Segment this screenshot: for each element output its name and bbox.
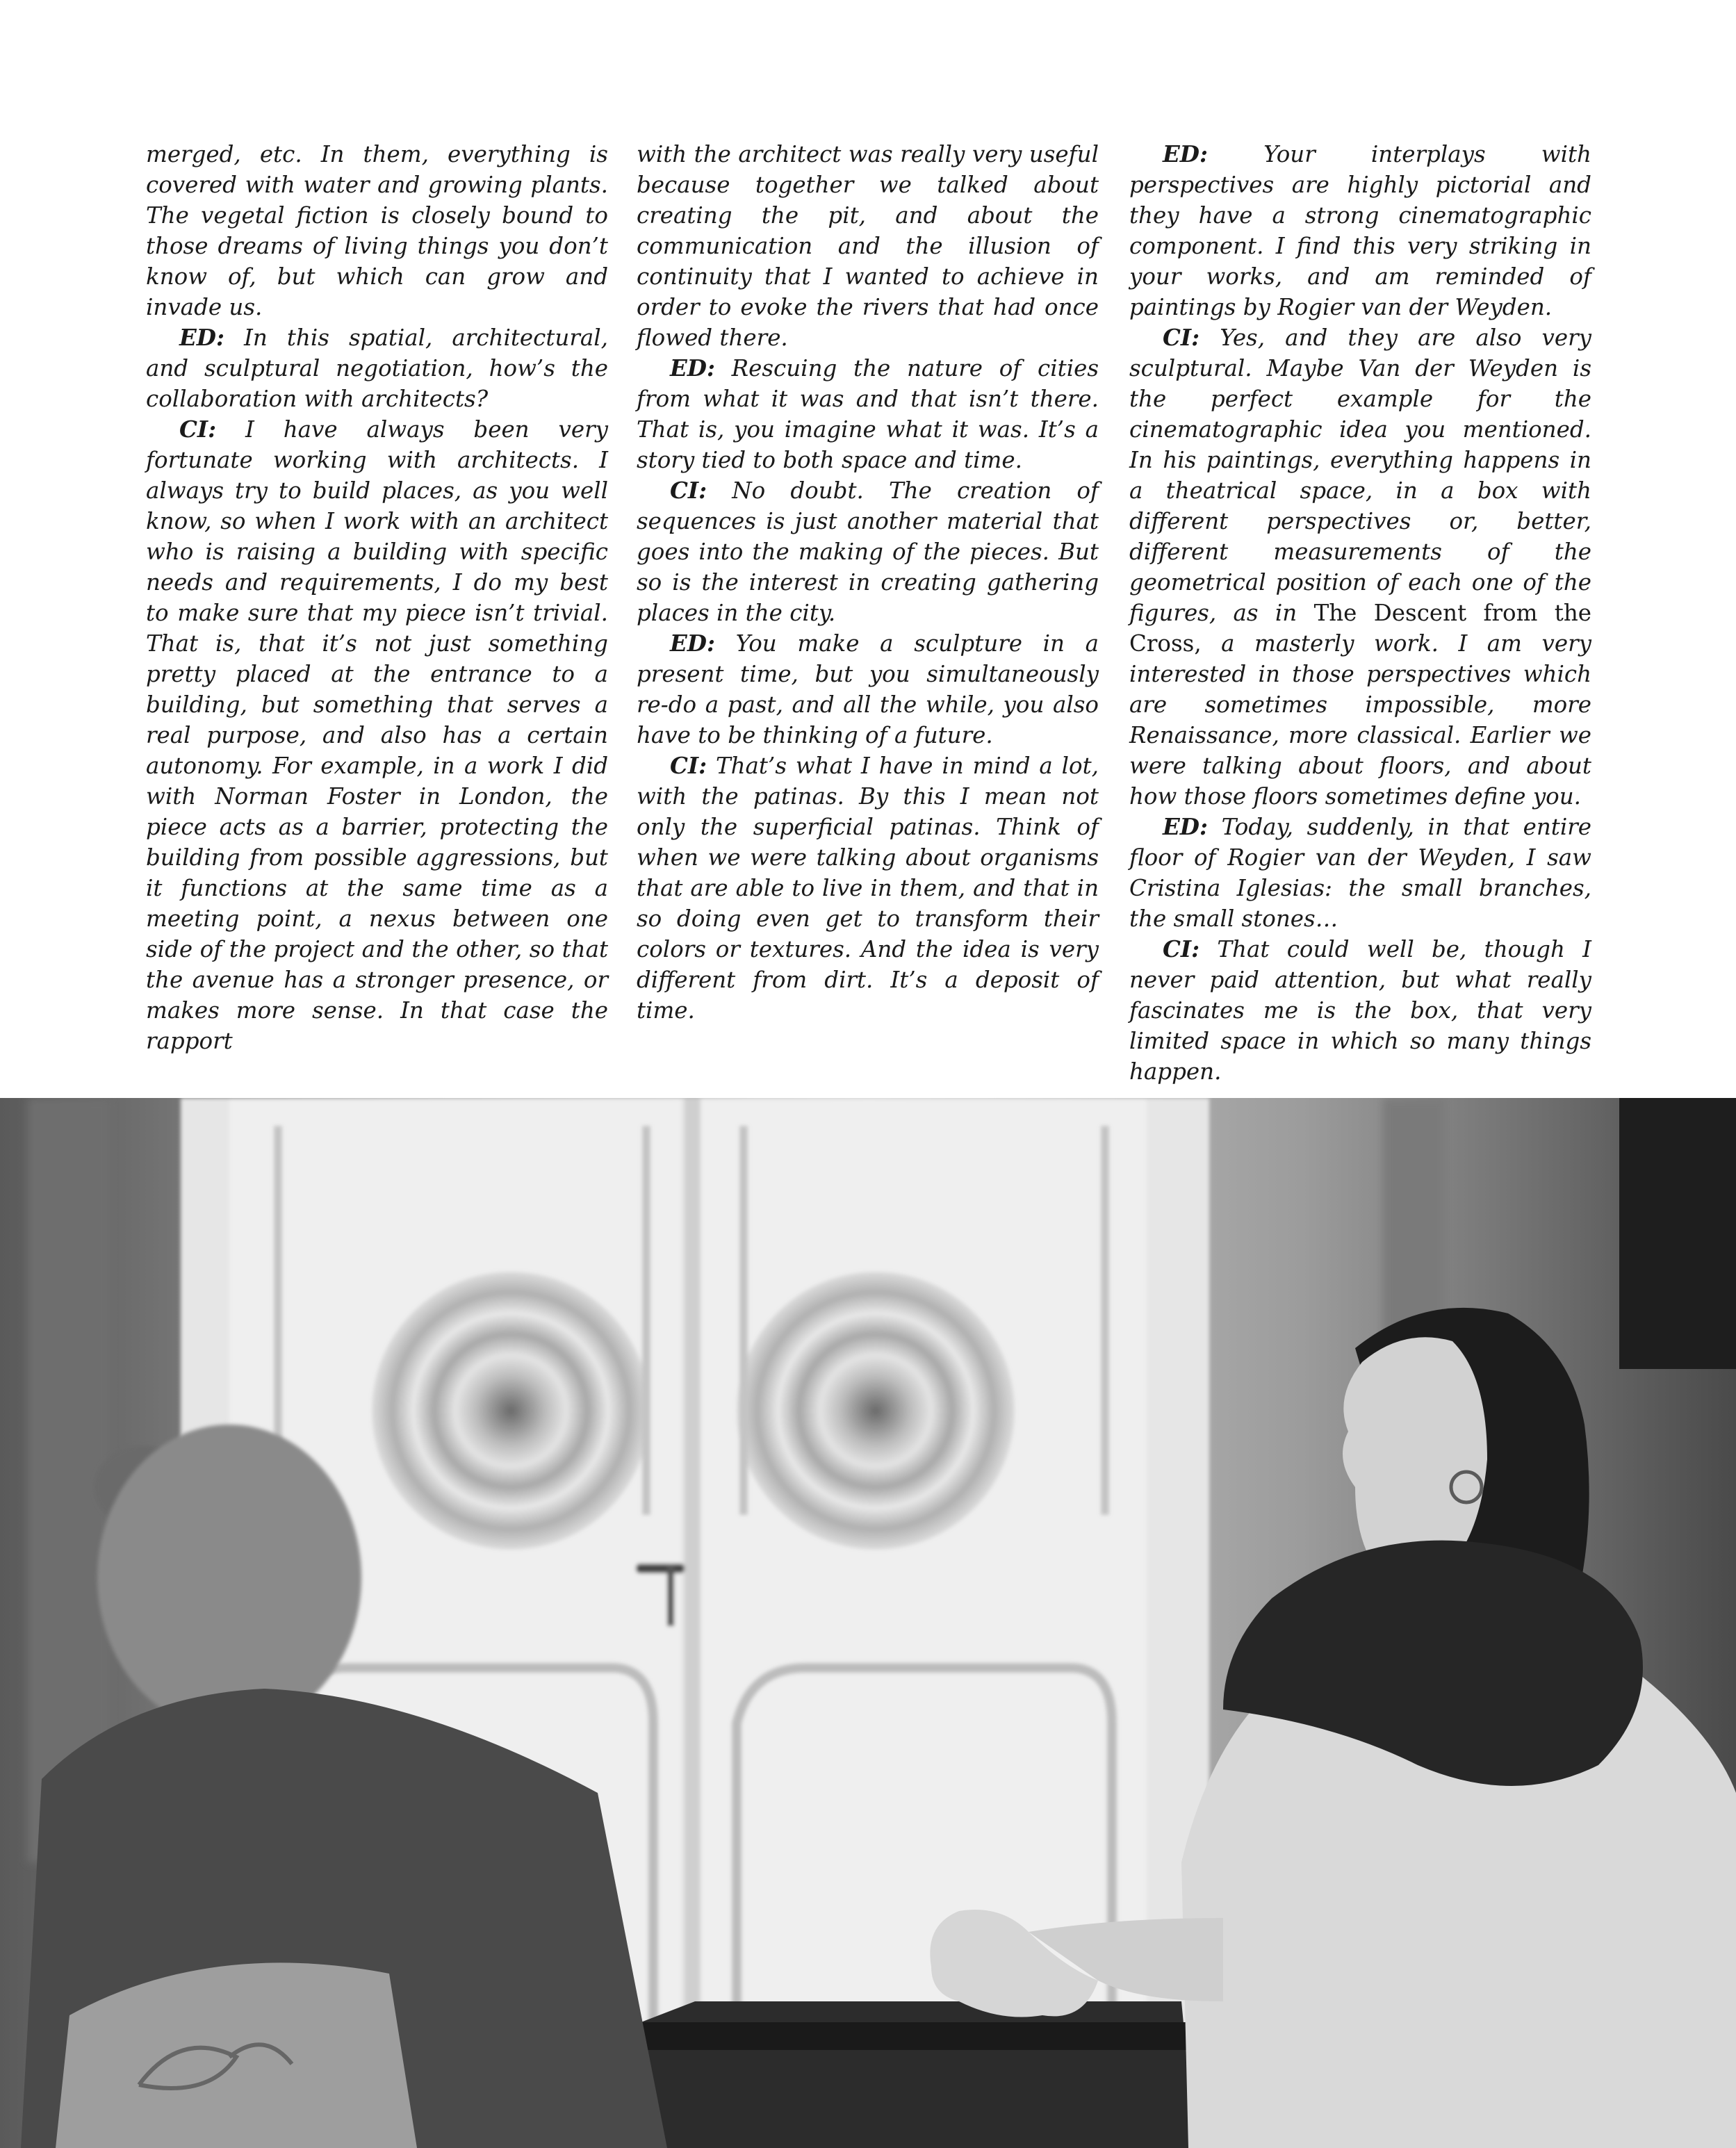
speaker-label: ED: — [670, 630, 715, 657]
paragraph-text: I have always been very fortunate working with architects. I always try to build places, as you well know, so when I work with an architect who is raising a building with specific needs and requirements, I do my best to make sure that my piece isn’t trivial. That is, that it’s not just something pretty placed at the entrance to a building, but something that serves a real purpose, and also has a certain autonomy. For example, in a work I did with Norman Foster in London, the piece acts as a barrier, protecting the building from possible aggressions, but it functions at the same time as a meeting point, a nexus between one side of the project and the other, so that the avenue has a stronger presence, or makes more sense. In that case the rapport — [146, 416, 608, 1054]
paragraph — [1129, 322, 1591, 812]
paragraph — [637, 475, 1099, 628]
speaker-label: CI: — [179, 416, 217, 443]
paragraph-text: Yes, and they are also very sculptural. Maybe Van der Weyden is the perfect example for the cinematographic idea you mentioned. In his paintings, everything happens in a theatrical space, in a box with different perspectives or, better, different measurements of the geometrical position of each one of the figures, as in — [1129, 325, 1591, 626]
door-handle — [636, 1564, 685, 1573]
paragraph-text: a masterly work. I am very interested in those perspectives which are sometimes impossible, more Renaissance, more classical. Earlier we were talking about floors, and about how those floors sometimes define you. — [1129, 630, 1591, 810]
photo-illustration — [0, 1098, 1736, 2148]
paragraph — [146, 322, 608, 414]
interview-photograph — [0, 1098, 1736, 2148]
paragraph — [637, 628, 1099, 751]
paragraph-text: That could well be, though I never paid attention, but what really fascinates me is the box, that very limited space in which so many things happen. — [1129, 936, 1591, 1085]
door-medallion — [372, 1272, 650, 1550]
paragraph — [1129, 139, 1591, 322]
door-seam — [685, 1098, 700, 2148]
table-edge — [625, 2022, 1195, 2050]
paragraph-text: Rescuing the nature of cities from what it was and that isn’t there. That is, you imagine what it was. It’s a story tied to both space and time. — [637, 355, 1099, 473]
speaker-label: CI: — [670, 477, 707, 504]
paragraph-text: You make a sculpture in a present time, but you simultaneously re-do a past, and all the while, you also have to be thinking of a future. — [637, 630, 1099, 748]
text-column-1 — [146, 139, 608, 1056]
paragraph-text: Your interplays with perspectives are highly pictorial and they have a strong cinematographic component. I find this very striking in your works, and am reminded of paintings by Rogier van der Weyden. — [1129, 141, 1591, 320]
paragraph-text: In this spatial, architectural, and sculptural negotiation, how’s the collaboration with architects? — [146, 325, 608, 412]
paragraph — [637, 353, 1099, 475]
speaker-label: ED: — [670, 354, 715, 382]
paragraph — [637, 139, 1099, 353]
paragraph — [146, 414, 608, 1056]
paragraph-text: No doubt. The creation of sequences is just another material that goes into the making of the pieces. But so is the interest in creating gathering places in the city. — [637, 477, 1099, 626]
text-column-2 — [637, 139, 1099, 1026]
paragraph — [146, 139, 608, 322]
paragraph-text: merged, etc. In them, everything is covered with water and growing plants. The vegetal fiction is closely bound to those dreams of living things you don’t know of, but which can grow and invade us. — [146, 141, 608, 320]
paragraph-text: Today, suddenly, in that entire floor of Rogier van der Weyden, I saw Cristina Iglesias: the small branches, the small stones… — [1129, 814, 1591, 932]
paragraph-text: with the architect was really very useful because together we talked about creating the pit, and about the communication and the illusion of continuity that I wanted to achieve in order to evoke the rivers that had once flowed there. — [637, 141, 1099, 351]
head — [97, 1425, 361, 1730]
speaker-label: CI: — [670, 752, 707, 779]
paragraph-text: That’s what I have in mind a lot, with the patinas. By this I mean not only the superficial patinas. Think of when we were talking about organisms that are able to live in them, and that in so doing even get to transform their colors or textures. And the idea is very different from dirt. It’s a deposit of time. — [637, 753, 1099, 1024]
interview-text — [146, 139, 1591, 1085]
paragraph — [1129, 812, 1591, 934]
text-column-3 — [1129, 139, 1591, 1087]
speaker-label: CI: — [1163, 324, 1200, 351]
door-medallion — [737, 1272, 1015, 1550]
dark-wall-panel — [1619, 1098, 1736, 1369]
paragraph — [637, 751, 1099, 1026]
speaker-label: ED: — [1163, 140, 1208, 167]
speaker-label: CI: — [1163, 935, 1200, 962]
paragraph — [1129, 934, 1591, 1087]
speaker-label: ED: — [1163, 813, 1208, 840]
door-handle — [667, 1564, 674, 1626]
speaker-label: ED: — [179, 324, 224, 351]
artwork-title: The Descent from the Cross, — [1129, 600, 1591, 657]
